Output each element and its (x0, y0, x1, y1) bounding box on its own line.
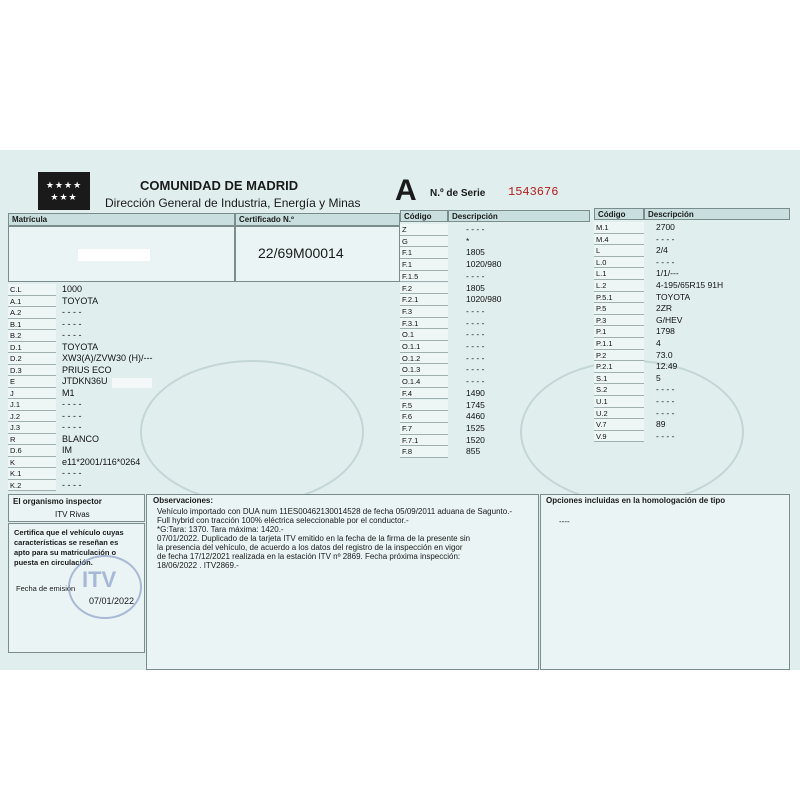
field-row (400, 341, 590, 353)
field-row (594, 419, 790, 431)
field-row (400, 411, 590, 423)
field-row (8, 307, 400, 319)
field-row (400, 364, 590, 376)
field-value: 5 (656, 372, 661, 383)
field-value: - - - - (466, 224, 485, 234)
observacion-line: Full hybrid con tracción 100% eléctrica seleccionable por el conductor.- (157, 516, 409, 525)
field-code: L (594, 245, 644, 257)
observaciones-box (146, 494, 539, 670)
field-value: XW3(A)/ZVW30 (H)/--- (62, 353, 153, 363)
field-row (400, 294, 590, 306)
opciones-label: Opciones incluidas en la homologación de tipo (546, 496, 726, 505)
field-value: BLANCO (62, 433, 100, 444)
field-row (8, 411, 400, 423)
field-value: 1745 (466, 399, 485, 410)
field-row (594, 373, 790, 385)
field-row (400, 247, 590, 259)
field-row (594, 245, 790, 257)
field-row (400, 259, 590, 271)
field-code: F.6 (400, 411, 448, 423)
field-value: M1 (62, 387, 75, 398)
field-code: O.1.2 (400, 353, 448, 365)
field-row (594, 338, 790, 350)
field-row (400, 376, 590, 388)
field-code: F.1 (400, 247, 448, 259)
field-code: J.3 (8, 422, 56, 434)
inspector-label: El organismo inspector (13, 497, 102, 506)
field-code: S.1 (594, 373, 644, 385)
field-code: D.1 (8, 342, 56, 354)
matricula-header (8, 213, 235, 226)
field-code: U.2 (594, 408, 644, 420)
field-row (8, 330, 400, 342)
certifica-text: Certifica que el vehículo cuyas características se reseñan es apto para su matriculación o puesta en circulación. (14, 528, 124, 567)
field-row (400, 283, 590, 295)
field-code: D.2 (8, 353, 56, 365)
field-row (594, 222, 790, 234)
certificado-value: 22/69M00014 (258, 245, 344, 261)
field-value: 1020/980 (466, 259, 502, 270)
field-code: B.1 (8, 319, 56, 331)
field-row (8, 434, 400, 446)
observacion-line: 18/06/2022 . ITV2869.- (157, 561, 239, 570)
field-value: - - - - (62, 479, 82, 490)
field-row (400, 435, 590, 447)
field-code: E (8, 376, 56, 388)
field-code: P.1.1 (594, 338, 644, 350)
field-row (594, 303, 790, 315)
field-value: - - - - (62, 422, 82, 432)
field-code: V.9 (594, 431, 644, 443)
field-code: P.1 (594, 326, 644, 338)
fecha-label: Fecha de emisión (16, 584, 76, 593)
field-code: O.1.1 (400, 341, 448, 353)
right-codigo-header (594, 208, 644, 220)
right-descripcion-header (644, 208, 790, 220)
field-code: O.1.4 (400, 376, 448, 388)
fecha-value: 07/01/2022 (89, 596, 135, 606)
field-row (8, 319, 400, 331)
field-value: - - - - (466, 329, 485, 340)
field-code: F.2.1 (400, 294, 448, 306)
field-row (400, 388, 590, 400)
field-value: 4 (656, 338, 661, 348)
field-code: P.5.1 (594, 292, 644, 304)
field-row (400, 353, 590, 365)
field-row (400, 306, 590, 318)
field-row (594, 431, 790, 443)
field-row (594, 280, 790, 292)
observacion-line: *G:Tara: 1370. Tara máxima: 1420.- (157, 525, 284, 534)
field-code: J.2 (8, 411, 56, 423)
field-value: - - - - (62, 399, 82, 409)
field-row (8, 365, 400, 377)
field-value: - - - - (62, 468, 82, 478)
inspector-value: ITV Rivas (55, 510, 90, 519)
middle-descripcion-header (448, 210, 590, 222)
field-value: - - - - (466, 352, 485, 363)
field-code: O.1.3 (400, 364, 448, 376)
field-row (8, 353, 400, 365)
field-value: - - - - (62, 307, 82, 317)
field-value: - - - - (62, 318, 82, 329)
field-value: - - - - (62, 330, 82, 340)
field-row (400, 329, 590, 341)
middle-codigo-label: Código (404, 212, 432, 221)
field-row (594, 326, 790, 338)
field-value: - - - - (656, 407, 675, 418)
field-row (594, 396, 790, 408)
field-code: D.3 (8, 365, 56, 377)
field-code: P.2.1 (594, 361, 644, 373)
field-row (400, 271, 590, 283)
certificado-header (235, 213, 400, 226)
field-value: - - - - (466, 305, 485, 316)
field-value: - - - - (466, 341, 485, 351)
field-code: S.2 (594, 384, 644, 396)
field-value: - - - - (62, 410, 82, 421)
field-code: F.1.5 (400, 271, 448, 283)
field-value: TOYOTA (62, 295, 99, 306)
field-code: F.5 (400, 400, 448, 412)
vin-redaction (112, 378, 152, 388)
field-code: F.4 (400, 388, 448, 400)
field-row (8, 284, 400, 296)
field-row (8, 468, 400, 480)
field-value: - - - - (466, 364, 485, 375)
series-label: N.º de Serie (430, 188, 486, 199)
observaciones-text (157, 507, 537, 570)
matricula-label: Matrícula (12, 215, 48, 224)
field-code: F.2 (400, 283, 448, 295)
field-code: M.4 (594, 234, 644, 246)
field-row (594, 408, 790, 420)
field-value: 1020/980 (466, 294, 502, 305)
field-row (594, 350, 790, 362)
field-value: 1798 (656, 326, 675, 337)
field-row (400, 446, 590, 458)
field-code: F.7.1 (400, 435, 448, 447)
field-value: - - - - (656, 396, 675, 406)
opciones-value: ---- (559, 517, 570, 526)
field-value: IM (62, 445, 72, 455)
field-value: 2700 (656, 222, 675, 232)
madrid-crest-logo (38, 172, 90, 210)
field-row (594, 292, 790, 304)
field-code: K (8, 457, 56, 469)
field-code: M.1 (594, 222, 644, 234)
field-value: 4460 (466, 411, 485, 422)
field-row (594, 257, 790, 269)
field-value: 89 (656, 419, 666, 430)
field-code: K.2 (8, 480, 56, 492)
field-code: P.3 (594, 315, 644, 327)
field-row (400, 224, 590, 236)
field-value: 1525 (466, 422, 485, 433)
field-code: B.2 (8, 330, 56, 342)
field-value: 1805 (466, 247, 485, 258)
observacion-line: de fecha 17/12/2021 realizada en la estación ITV nº 2869. Fecha próxima inspección: (157, 552, 461, 561)
region-title: COMUNIDAD DE MADRID (140, 178, 299, 193)
field-code: L.2 (594, 280, 644, 292)
field-code: A.1 (8, 296, 56, 308)
field-code: U.1 (594, 396, 644, 408)
observacion-line: Vehículo importado con DUA num 11ES00462130014528 de fecha 05/09/2011 aduana de Sagunto.- (157, 507, 513, 516)
field-row (400, 236, 590, 248)
field-value: 1805 (466, 282, 485, 293)
field-code: C.L (8, 284, 56, 296)
crest-stars: ★★★★ ★★★ (45, 180, 83, 202)
field-code: R (8, 434, 56, 446)
field-value: 2ZR (656, 303, 673, 314)
field-value: - - - - (656, 256, 675, 267)
field-code: D.6 (8, 445, 56, 457)
field-row (8, 342, 400, 354)
observacion-line: la presencia del vehículo, de acuerdo a los datos del registro de la inspección en vigor (157, 543, 463, 552)
field-value: TOYOTA (62, 341, 99, 352)
field-value: 855 (466, 446, 481, 457)
field-value: 1520 (466, 434, 485, 445)
field-value: - - - - (466, 376, 485, 387)
field-code: J.1 (8, 399, 56, 411)
department-title: Dirección General de Industria, Energía y Minas (105, 196, 361, 210)
field-code: O.1 (400, 329, 448, 341)
series-number: 1543676 (508, 185, 559, 199)
field-row (594, 361, 790, 373)
field-value: - - - - (656, 233, 675, 244)
field-row (8, 422, 400, 434)
observacion-line: 07/01/2022. Duplicado de la tarjeta ITV emitido en la fecha de la firma de la presente sin (157, 534, 471, 543)
itv-stamp-text: ITV (82, 567, 117, 592)
field-value: TOYOTA (656, 291, 691, 302)
field-code: F.3 (400, 306, 448, 318)
field-value: - - - - (656, 384, 675, 395)
field-code: L.0 (594, 257, 644, 269)
field-value: - - - - (656, 430, 675, 441)
right-descripcion-label: Descripción (648, 210, 694, 219)
field-code: A.2 (8, 307, 56, 319)
field-value: * (466, 235, 470, 246)
field-value: 1000 (62, 284, 83, 294)
field-row (400, 318, 590, 330)
field-value: 1/1/--- (656, 268, 679, 279)
field-row (8, 399, 400, 411)
field-row (8, 480, 400, 492)
field-value: 4-195/65R15 91H (656, 280, 724, 290)
field-code: F.8 (400, 446, 448, 458)
field-value: 2/4 (656, 245, 668, 256)
field-code: L.1 (594, 268, 644, 280)
field-value: - - - - (466, 317, 485, 328)
field-row (8, 296, 400, 308)
observaciones-label: Observaciones: (153, 496, 214, 505)
field-code: F.1 (400, 259, 448, 271)
field-code: V.7 (594, 419, 644, 431)
field-value: G/HEV (656, 314, 683, 325)
field-code: P.2 (594, 350, 644, 362)
field-code: K.1 (8, 468, 56, 480)
field-code: Z (400, 224, 448, 236)
field-row (594, 315, 790, 327)
field-code: F.7 (400, 423, 448, 435)
field-row (400, 423, 590, 435)
certificado-label: Certificado N.º (239, 215, 294, 224)
field-row (8, 376, 400, 388)
field-value: e11*2001/116*0264 (62, 456, 141, 467)
field-value: 12.49 (656, 361, 678, 372)
field-code: J (8, 388, 56, 400)
right-codigo-label: Código (598, 210, 626, 219)
series-letter: A (395, 174, 417, 207)
field-code: P.5 (594, 303, 644, 315)
field-row (8, 445, 400, 457)
field-row (594, 268, 790, 280)
field-row (8, 457, 400, 469)
field-row (594, 384, 790, 396)
field-value: PRIUS ECO (62, 364, 112, 375)
field-row (594, 234, 790, 246)
field-value: 1490 (466, 387, 485, 398)
field-value: 73.0 (656, 349, 673, 360)
field-code: G (400, 236, 448, 248)
field-value: - - - - (466, 270, 485, 281)
matricula-redaction (78, 249, 150, 261)
field-row (400, 400, 590, 412)
opciones-box (540, 494, 790, 670)
middle-codigo-header (400, 210, 448, 222)
field-value: JTDKN36U (62, 376, 108, 386)
field-row (8, 388, 400, 400)
inspector-box (8, 494, 145, 522)
field-code: F.3.1 (400, 318, 448, 330)
middle-descripcion-label: Descripción (452, 212, 498, 221)
